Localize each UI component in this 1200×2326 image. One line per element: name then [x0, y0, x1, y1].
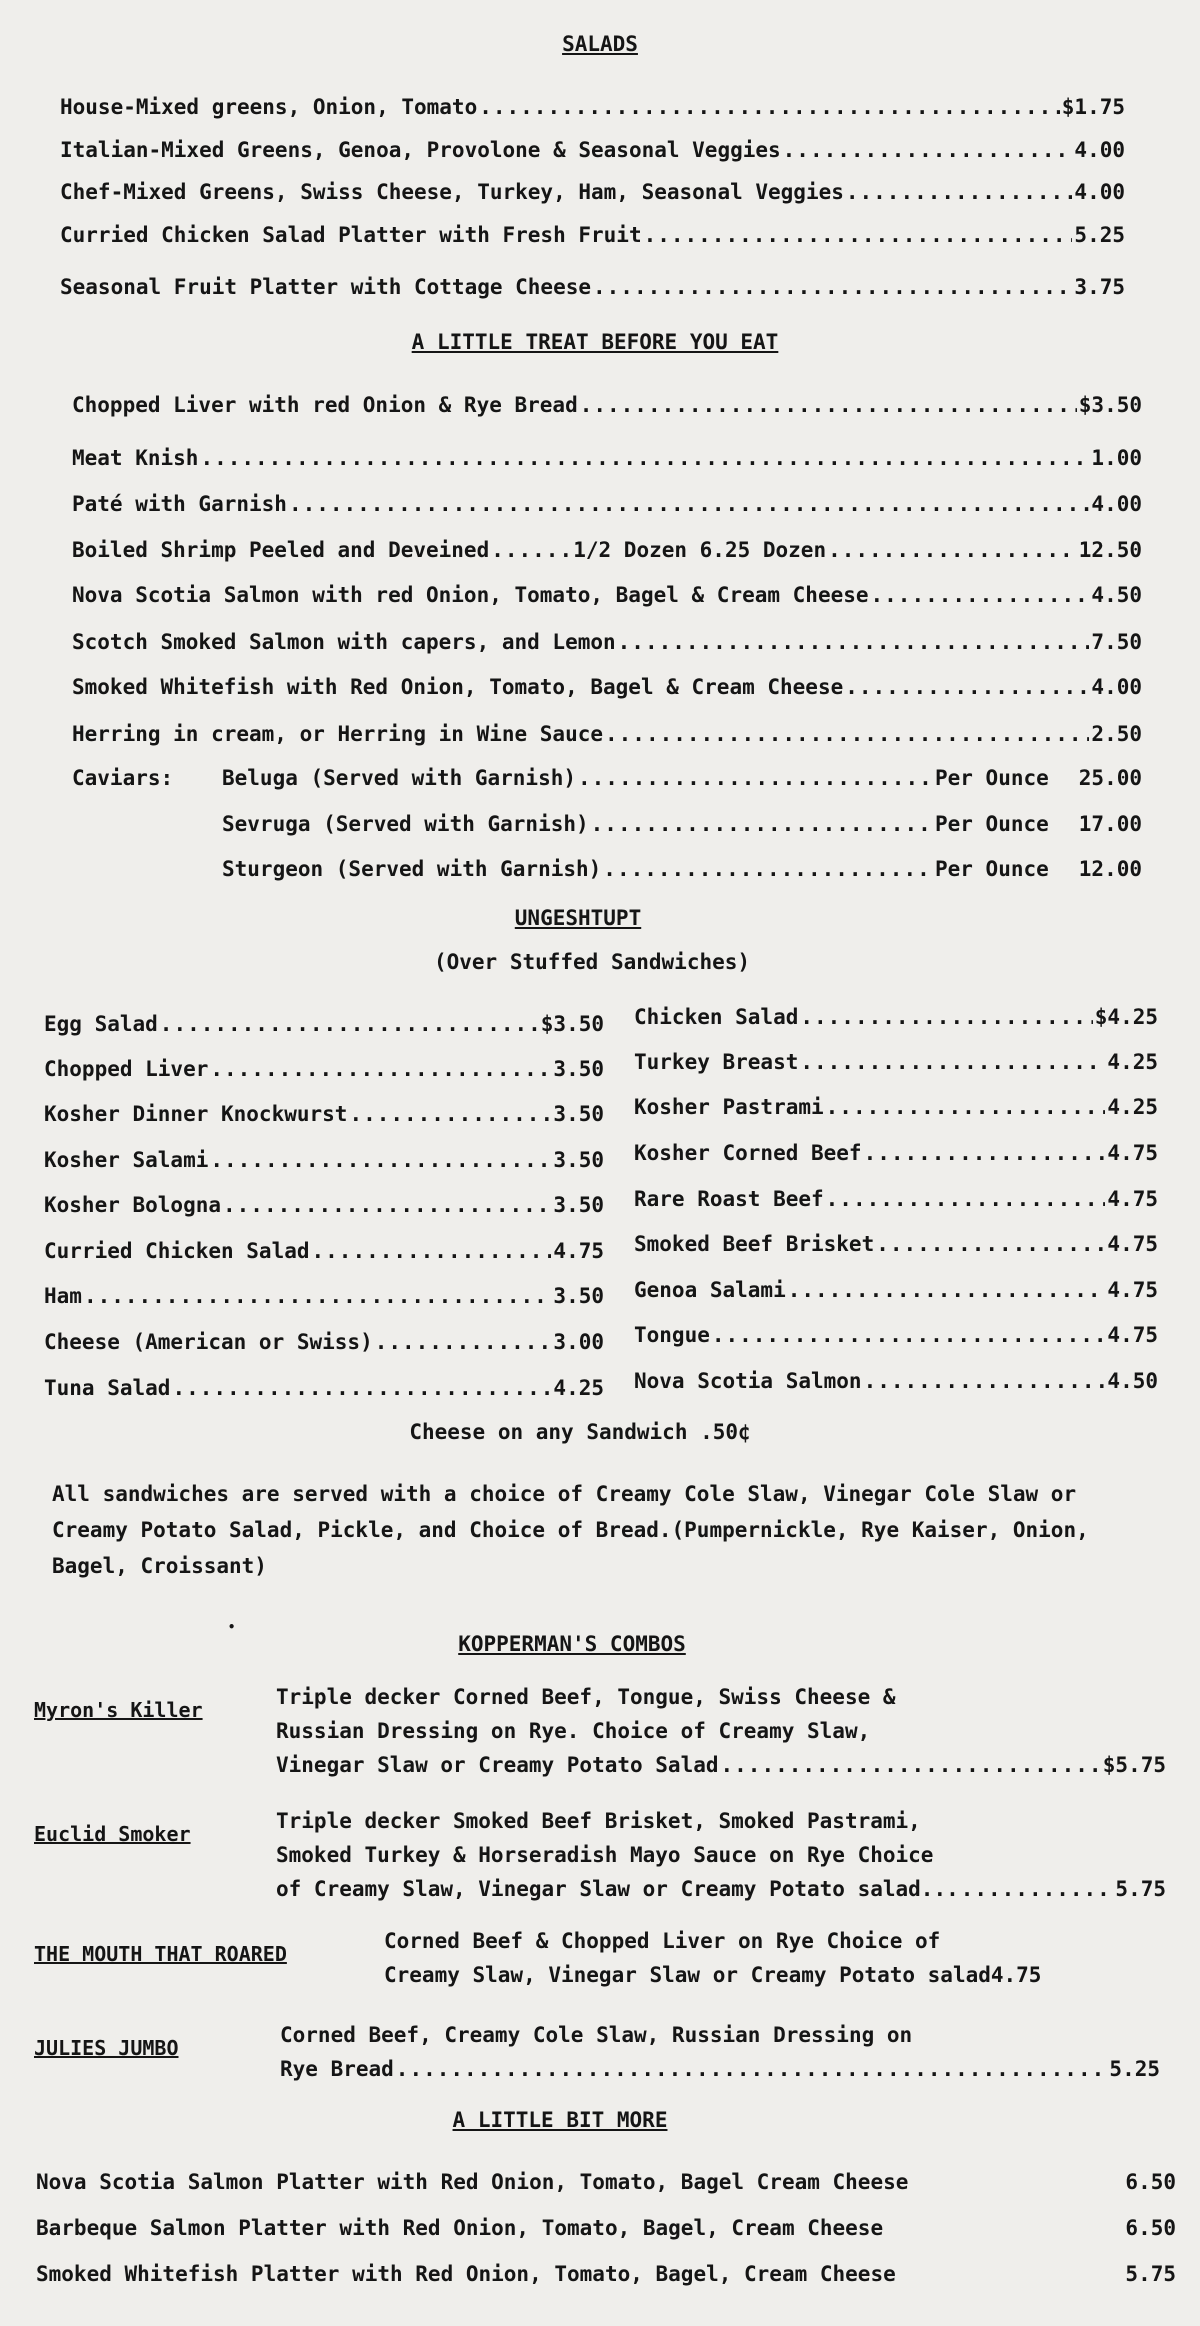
- sandwich-item: Kosher Corned Beef ..... 4.75: [634, 1141, 1158, 1165]
- salad-item: House-Mixed greens, Onion, Tomato ..... $1.75: [60, 95, 1125, 119]
- more-item: Nova Scotia Salmon Platter with Red Onion, Tomato, Bagel Cream Cheese 6.50: [36, 2170, 1176, 2194]
- cheese-note: Cheese on any Sandwich .50¢: [409, 1420, 751, 1444]
- combo-title: THE MOUTH THAT ROARED: [34, 1942, 287, 1966]
- caviar-item: Sturgeon (Served with Garnish) ..... Per Ounce 12.00: [222, 857, 1142, 881]
- sandwich-item: Curried Chicken Salad ..... 4.75: [44, 1239, 604, 1263]
- treat-item: Meat Knish ..... 1.00: [72, 446, 1142, 470]
- served-note: All sandwiches are served with a choice of Creamy Cole Slaw, Vinegar Cole Slaw or Creamy Potato Salad, Pickle, and Choice of Bread.(Pumpernickle, Rye Kaiser, Onion, Bagel, Croissant): [52, 1482, 1089, 1579]
- sandwich-item: Tongue ..... 4.75: [634, 1323, 1158, 1347]
- caviar-item: Sevruga (Served with Garnish) ..... Per Ounce 17.00: [222, 812, 1142, 836]
- salads-heading: SALADS: [562, 32, 638, 56]
- stray-mark: •: [228, 1620, 236, 1634]
- combo-description: Corned Beef & Chopped Liver on Rye Choice of Creamy Slaw, Vinegar Slaw or Creamy Potato salad 4.75: [384, 1929, 1042, 1987]
- sandwich-item: Nova Scotia Salmon ..... 4.50: [634, 1369, 1158, 1393]
- sandwich-item: Genoa Salami ..... 4.75: [634, 1278, 1158, 1302]
- treat-item: Nova Scotia Salmon with red Onion, Tomato, Bagel & Cream Cheese ..... 4.50: [72, 583, 1142, 607]
- treat-item: Paté with Garnish ..... 4.00: [72, 492, 1142, 516]
- caviars-label: Caviars:: [72, 766, 174, 790]
- sandwich-item: Egg Salad ..... $3.50: [44, 1012, 604, 1036]
- sandwiches-subtitle: (Over Stuffed Sandwiches): [433, 950, 751, 974]
- salad-item: Curried Chicken Salad Platter with Fresh Fruit ..... 5.25: [60, 223, 1125, 247]
- sandwich-item: Kosher Salami ..... 3.50: [44, 1148, 604, 1172]
- more-item: Smoked Whitefish Platter with Red Onion, Tomato, Bagel, Cream Cheese 5.75: [36, 2262, 1176, 2286]
- treat-item: Boiled Shrimp Peeled and Deveined ..... 1/2 Dozen 6.25 Dozen ..... 12.50: [72, 538, 1142, 562]
- combo-description: Triple decker Corned Beef, Tongue, Swiss Cheese & Russian Dressing on Rye. Choice of Creamy Slaw, Vinegar Slaw or Creamy Potato Salad ..... $5.75: [276, 1680, 1166, 1782]
- combo-title: Myron's Killer: [34, 1698, 203, 1722]
- sandwich-item: Ham ..... 3.50: [44, 1284, 604, 1308]
- sandwich-item: Tuna Salad ..... 4.25: [44, 1376, 604, 1400]
- more-item: Barbeque Salmon Platter with Red Onion, Tomato, Bagel, Cream Cheese 6.50: [36, 2216, 1176, 2240]
- salad-item: Seasonal Fruit Platter with Cottage Cheese ..... 3.75: [60, 275, 1125, 299]
- salad-item: Chef-Mixed Greens, Swiss Cheese, Turkey, Ham, Seasonal Veggies ..... 4.00: [60, 180, 1125, 204]
- combo-title: Euclid Smoker: [34, 1822, 191, 1846]
- sandwich-item: Kosher Dinner Knockwurst ..... 3.50: [44, 1102, 604, 1126]
- treat-item: Scotch Smoked Salmon with capers, and Lemon ..... 7.50: [72, 630, 1142, 654]
- sandwich-item: Kosher Bologna ..... 3.50: [44, 1193, 604, 1217]
- treat-heading: A LITTLE TREAT BEFORE YOU EAT: [411, 330, 779, 354]
- sandwich-item: Chopped Liver ..... 3.50: [44, 1057, 604, 1081]
- salad-item: Italian-Mixed Greens, Genoa, Provolone & Seasonal Veggies ..... 4.00: [60, 138, 1125, 162]
- sandwich-item: Smoked Beef Brisket ..... 4.75: [634, 1232, 1158, 1256]
- sandwich-item: Chicken Salad ..... $4.25: [634, 1005, 1158, 1029]
- combo-title: JULIES JUMBO: [34, 2036, 179, 2060]
- caviar-item: Beluga (Served with Garnish) ..... Per Ounce 25.00: [222, 766, 1142, 790]
- sandwich-item: Rare Roast Beef ..... 4.75: [634, 1187, 1158, 1211]
- more-heading: A LITTLE BIT MORE: [452, 2108, 668, 2132]
- sandwich-item: Kosher Pastrami ..... 4.25: [634, 1095, 1158, 1119]
- treat-item: Herring in cream, or Herring in Wine Sauce ..... 2.50: [72, 722, 1142, 746]
- sandwich-item: Turkey Breast ..... 4.25: [634, 1050, 1158, 1074]
- treat-item: Smoked Whitefish with Red Onion, Tomato, Bagel & Cream Cheese ..... 4.00: [72, 675, 1142, 699]
- sandwich-item: Cheese (American or Swiss) ..... 3.00: [44, 1330, 604, 1354]
- combos-heading: KOPPERMAN'S COMBOS: [458, 1632, 686, 1656]
- combo-description: Triple decker Smoked Beef Brisket, Smoked Pastrami, Smoked Turkey & Horseradish Mayo Sauce on Rye Choice of Creamy Slaw, Vinegar Slaw or Creamy Potato salad... ..... 5.75: [276, 1804, 1166, 1906]
- sandwiches-heading: UNGESHTUPT: [514, 906, 642, 930]
- treat-item: Chopped Liver with red Onion & Rye Bread ..... $3.50: [72, 393, 1142, 417]
- combo-description: Corned Beef, Creamy Cole Slaw, Russian Dressing on Rye Bread ..... 5.25: [280, 2018, 1160, 2086]
